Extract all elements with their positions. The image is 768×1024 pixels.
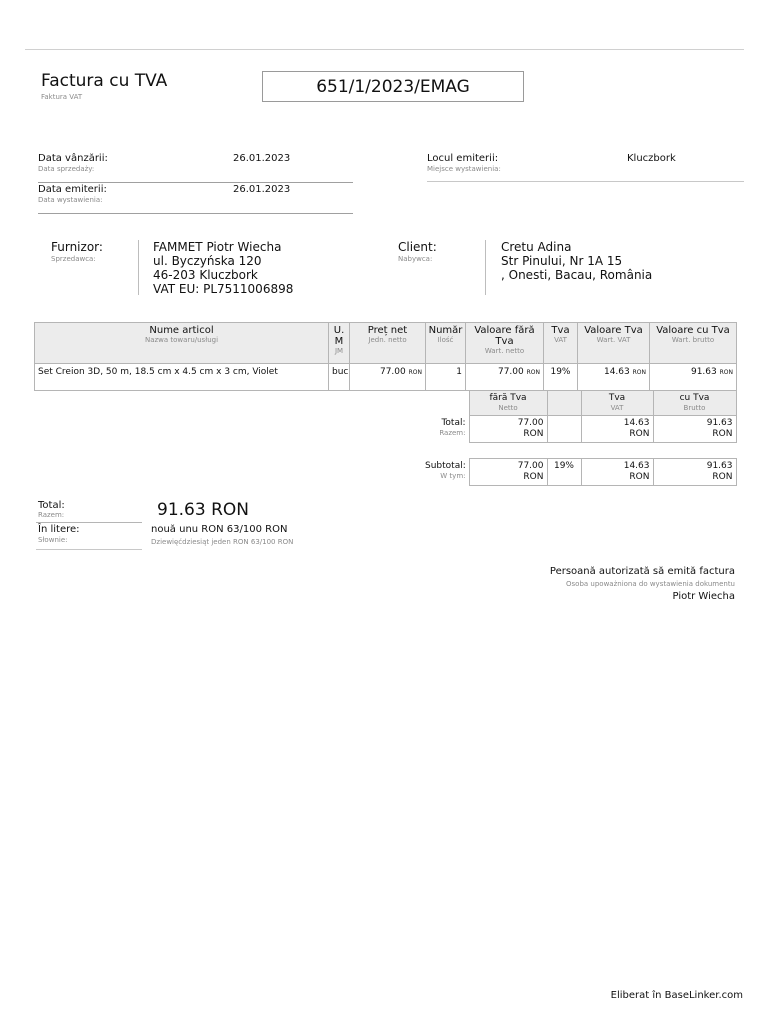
totals-net: 77.00 RON [469, 416, 547, 443]
item-vat-value: 14.63 RON [578, 364, 650, 391]
issue-date-row [38, 184, 353, 214]
item-unit: buc [329, 364, 350, 391]
col-header-vat-value: Valoare Tva Wart. VAT [578, 323, 650, 364]
col-header-qty: Număr Ilość [426, 323, 466, 364]
grand-total-value: 91.63 RON [157, 500, 249, 520]
totals-row [422, 416, 736, 443]
seller-sublabel: Sprzedawca: [51, 255, 96, 263]
col-header-net-price: Preț net Jedn. netto [350, 323, 426, 364]
seller-vat: VAT EU: PL7511006898 [153, 282, 294, 296]
totals-table [422, 390, 737, 443]
top-divider [25, 49, 744, 50]
authorized-person-subtitle: Osoba upoważniona do wystawienia dokumentu [566, 580, 735, 588]
sale-date-value: 26.01.2023 [233, 153, 291, 164]
buyer-city: , Onesti, Bacau, România [501, 268, 653, 282]
issue-place-value: Kluczbork [627, 153, 676, 164]
authorized-person-title: Persoană autorizată să emită factura [549, 566, 735, 577]
totals-header-row [422, 391, 736, 416]
totals-col-rate [547, 391, 581, 416]
totals-col-gross: cu Tva Brutto [653, 391, 736, 416]
subtotal-label: Subtotal: W tym: [425, 460, 466, 480]
invoice-number-box: 651/1/2023/EMAG [262, 71, 524, 102]
sale-date-label: Data vânzării: [38, 153, 108, 164]
subtotal-table [422, 458, 737, 486]
buyer-name: Cretu Adina [501, 240, 572, 254]
totals-label: Total: Razem: [439, 417, 466, 437]
buyer-label: Client: [398, 240, 437, 254]
seller-label: Furnizor: [51, 240, 103, 254]
item-gross-value: 91.63 RON [650, 364, 737, 391]
amount-in-words-label-box [36, 523, 142, 550]
issue-date-sublabel: Data wystawienia: [38, 196, 103, 204]
seller-name: FAMMET Piotr Wiecha [153, 240, 282, 254]
issue-date-value: 26.01.2023 [233, 184, 291, 195]
item-qty: 1 [426, 364, 466, 391]
col-header-gross-value: Valoare cu Tva Wart. brutto [650, 323, 737, 364]
footer-issued-by: Eliberat în BaseLinker.com [610, 990, 743, 1001]
grand-total-label-box [36, 498, 142, 523]
items-table [34, 322, 737, 391]
items-header-row [35, 323, 737, 364]
totals-gross: 91.63 RON [653, 416, 736, 443]
issue-date-label: Data emiterii: [38, 184, 107, 195]
buyer-divider [485, 240, 486, 295]
item-name: Set Creion 3D, 50 m, 18.5 cm x 4.5 cm x 3 cm, Violet [35, 364, 329, 391]
document-title-subtitle: Faktura VAT [41, 93, 83, 101]
grand-total-label: Total: [38, 500, 65, 511]
col-header-vat-rate: Tva VAT [544, 323, 578, 364]
amount-in-words-polish: Dziewięćdziesiąt jeden RON 63/100 RON [151, 538, 294, 546]
totals-col-net: fără Tva Netto [469, 391, 547, 416]
amount-in-words-sublabel: Słownie: [38, 536, 68, 544]
seller-details [153, 240, 293, 296]
amount-in-words-label: În litere: [38, 524, 80, 535]
seller-city: 46-203 Kluczbork [153, 268, 258, 282]
item-vat-rate: 19% [544, 364, 578, 391]
col-header-net-value: Valoare fără Tva Wart. netto [466, 323, 544, 364]
sale-date-row [38, 153, 353, 183]
issue-place-sublabel: Miejsce wystawienia: [427, 165, 501, 173]
col-header-name: Nume articol Nazwa towaru/usługi [35, 323, 329, 364]
subtotal-vat: 14.63 RON [581, 459, 653, 486]
buyer-details [501, 240, 652, 282]
seller-street: ul. Byczyńska 120 [153, 254, 262, 268]
seller-divider [138, 240, 139, 295]
subtotal-row [422, 459, 736, 486]
sale-date-sublabel: Data sprzedaży: [38, 165, 95, 173]
item-net-price: 77.00 RON [350, 364, 426, 391]
col-header-unit: U. M JM [329, 323, 350, 364]
grand-total-sublabel: Razem: [38, 511, 65, 519]
totals-rate [547, 416, 581, 443]
item-net-value: 77.00 RON [466, 364, 544, 391]
authorized-person-name: Piotr Wiecha [672, 591, 735, 602]
subtotal-rate: 19% [547, 459, 581, 486]
table-row [35, 364, 737, 391]
buyer-street: Str Pinului, Nr 1A 15 [501, 254, 623, 268]
issue-place-label: Locul emiterii: [427, 153, 499, 164]
subtotal-net: 77.00 RON [469, 459, 547, 486]
subtotal-gross: 91.63 RON [653, 459, 736, 486]
totals-vat: 14.63 RON [581, 416, 653, 443]
buyer-sublabel: Nabywca: [398, 255, 433, 263]
issue-place-row [427, 153, 744, 182]
document-title: Factura cu TVA [41, 71, 168, 91]
amount-in-words-value: nouă unu RON 63/100 RON [151, 524, 288, 535]
totals-col-vat: Tva VAT [581, 391, 653, 416]
